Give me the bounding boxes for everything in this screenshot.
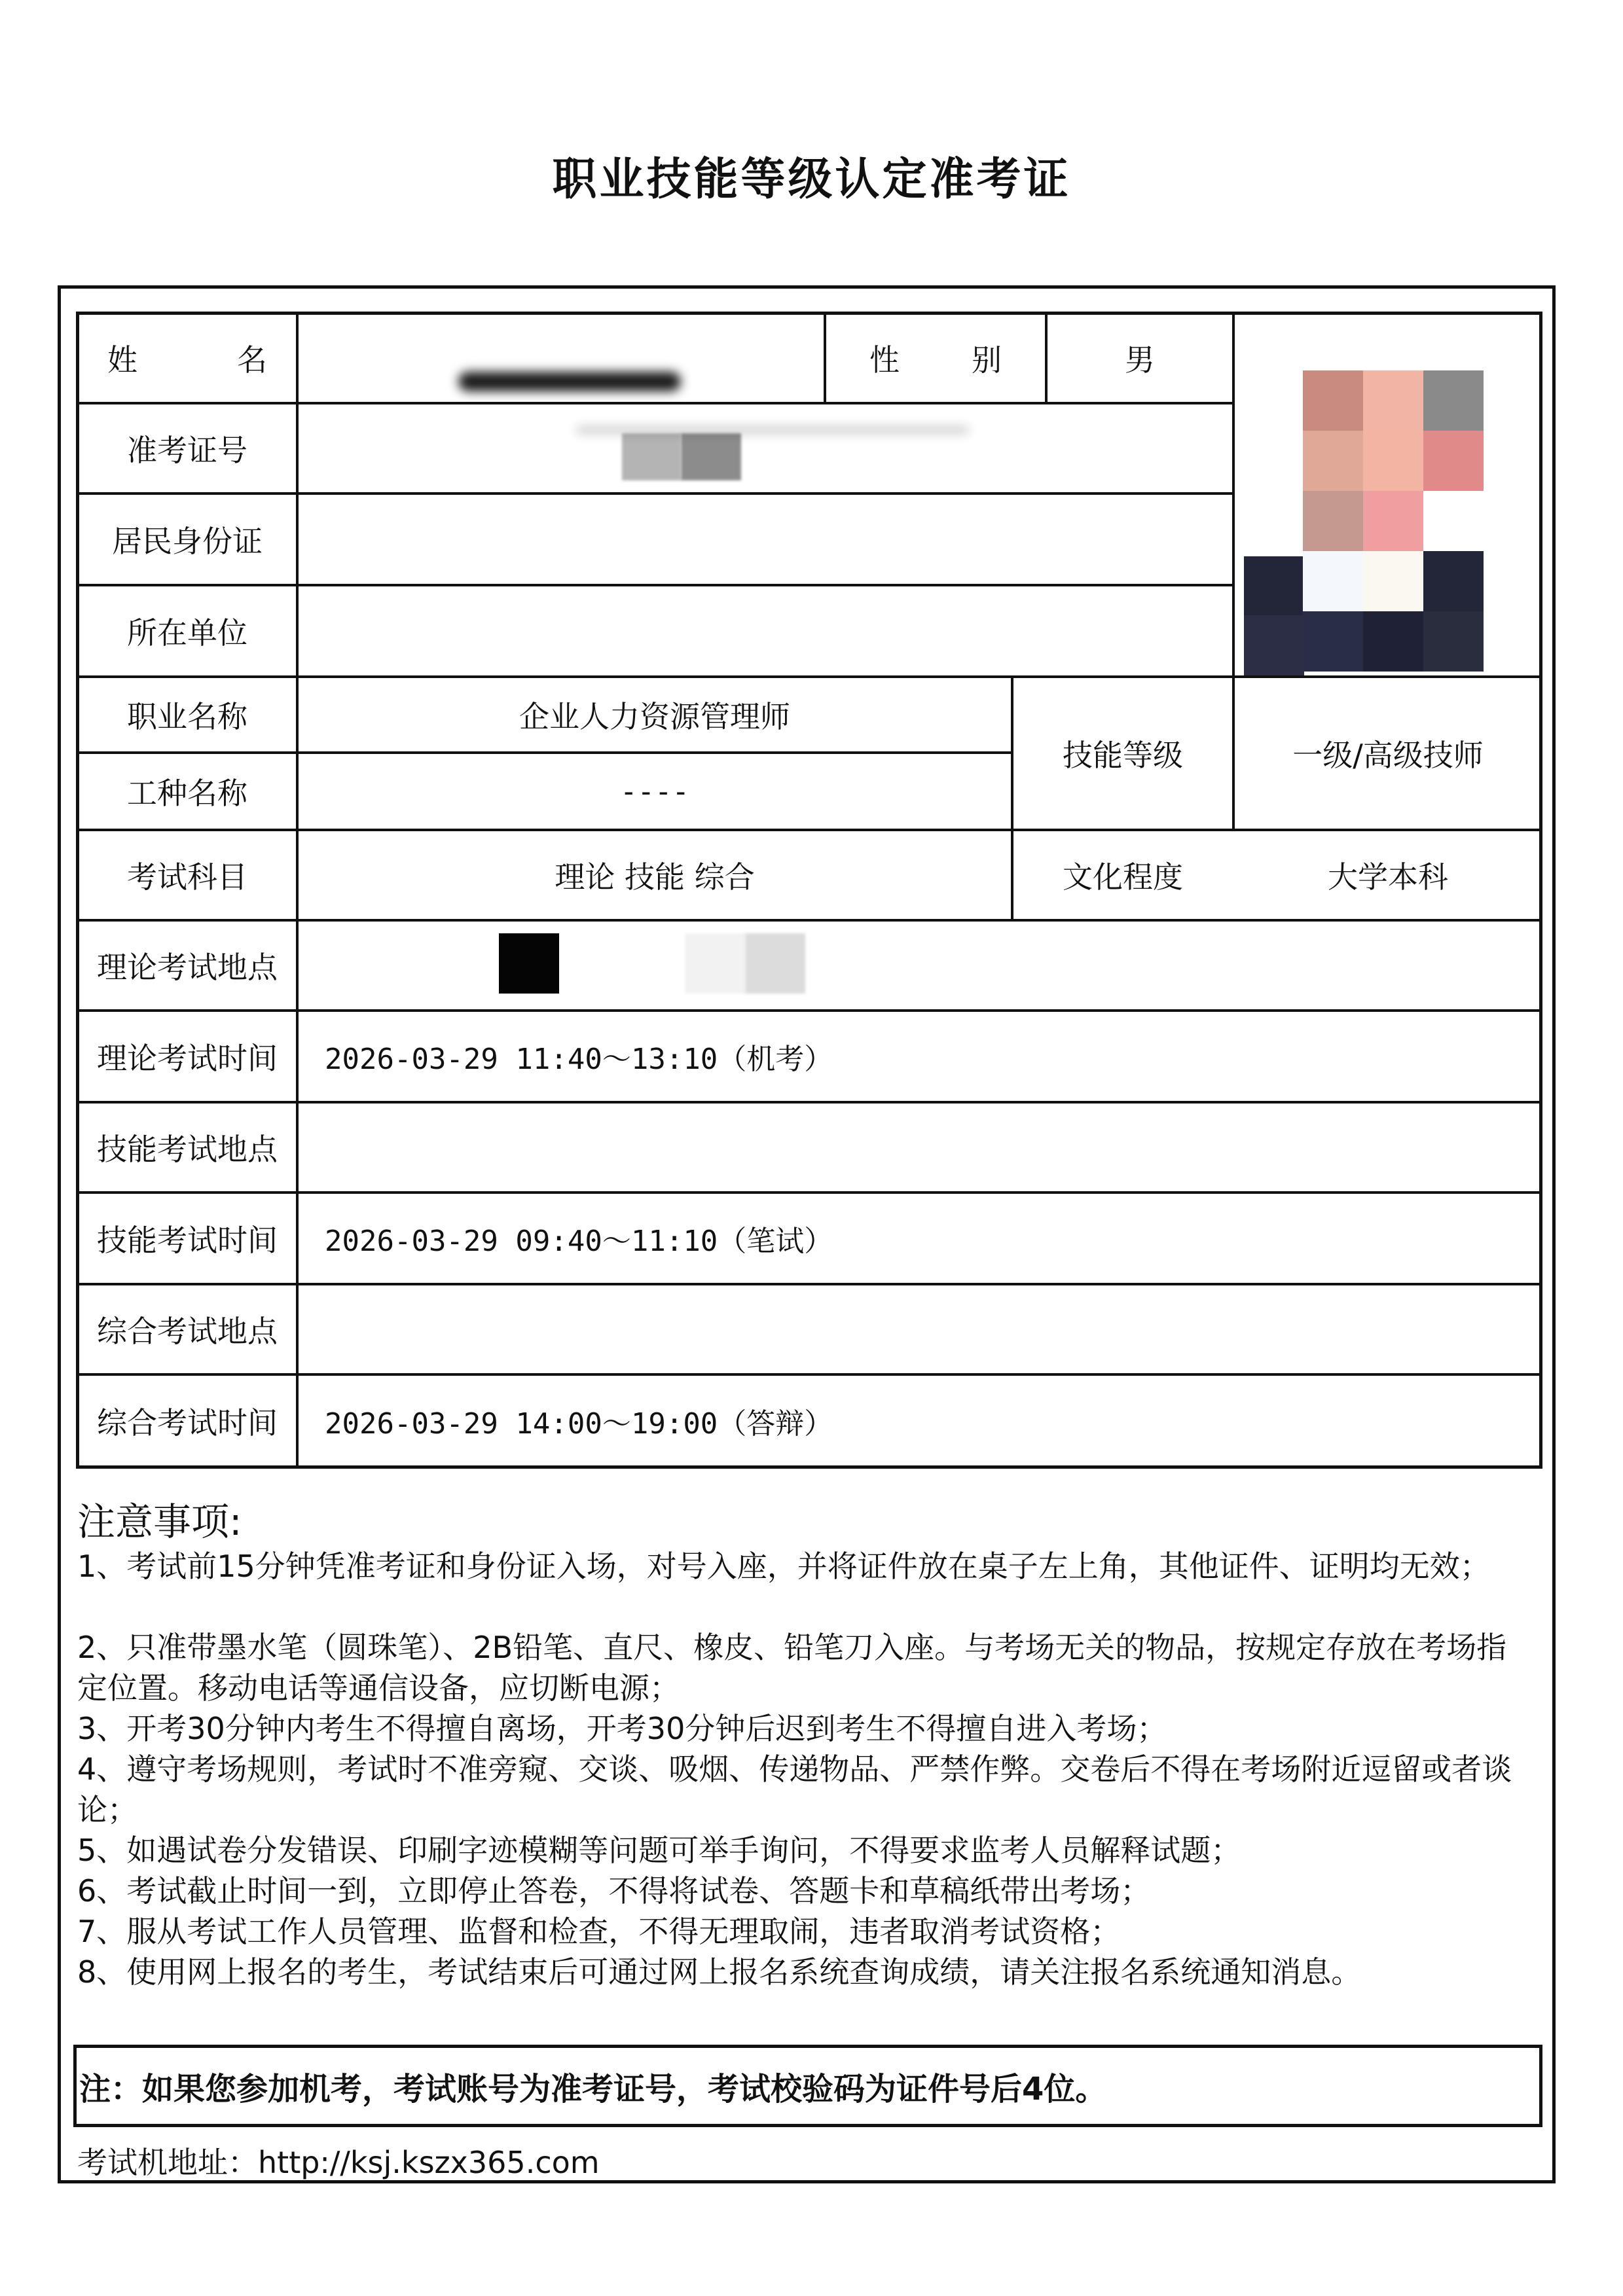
- redacted-place: [745, 933, 805, 994]
- theory-time-value: 2026-03-29 11:40～13:10（机考）: [325, 1043, 833, 1076]
- trade-value: ----: [620, 774, 689, 808]
- comp-time-value: 2026-03-29 14:00～19:00（答辩）: [325, 1407, 833, 1441]
- comp-time-label: 综合考试时间: [97, 1405, 278, 1441]
- notice-item: 3、开考30分钟内考生不得擅自离场，开考30分钟后迟到考生不得擅自进入考场；: [77, 1711, 1167, 1746]
- gender-label-char-2: 别: [972, 342, 1002, 378]
- photo-tile: [1244, 615, 1304, 675]
- subject-value: 理论 技能 综合: [555, 859, 755, 895]
- photo-tile: [1363, 611, 1423, 672]
- photo-tile: [1423, 551, 1484, 611]
- notice-item: 5、如遇试卷分发错误、印刷字迹模糊等问题可举手询问，不得要求监考人员解释试题；: [77, 1833, 1241, 1868]
- photo-tile: [1303, 370, 1363, 431]
- photo-tile: [1303, 491, 1363, 551]
- id-label: 居民身份证: [112, 524, 263, 559]
- exam-url: 考试机地址：http://ksj.kszx365.com: [77, 2145, 600, 2180]
- notice-item: 2、只准带墨水笔（圆珠笔）、2B铅笔、直尺、橡皮、铅笔刀入座。与考场无关的物品，按规定存放在考场指定位置。移动电话等通信设备，应切断电源；: [77, 1630, 1507, 1706]
- photo-tile: [1244, 556, 1304, 617]
- photo-tile: [1423, 431, 1484, 491]
- redacted-ticket-shadow: [576, 427, 969, 433]
- theory-time-label: 理论考试时间: [97, 1041, 278, 1076]
- org-label: 所在单位: [127, 615, 247, 651]
- gender-label-char-1: 性: [869, 342, 900, 378]
- photo-tile: [1363, 431, 1423, 491]
- notice-item: 4、遵守考场规则，考试时不准旁窥、交谈、吸烟、传递物品、严禁作弊。交卷后不得在考场附近逗留或者谈论；: [77, 1751, 1512, 1827]
- skill-time-label: 技能考试时间: [97, 1223, 278, 1258]
- skill-time-value: 2026-03-29 09:40～11:10（笔试）: [325, 1225, 833, 1258]
- candidate-photo: [1244, 367, 1493, 681]
- photo-tile: [1303, 551, 1363, 611]
- page-title: 职业技能等级认定准考证: [552, 154, 1071, 206]
- skill-level-label: 技能等级: [1063, 738, 1183, 773]
- gender-label: [826, 314, 1045, 402]
- gender-value: 男: [1125, 342, 1155, 378]
- photo-tile: [1363, 370, 1423, 431]
- notice-title: 注意事项:: [77, 1499, 242, 1544]
- occupation-value: 企业人力资源管理师: [519, 699, 790, 734]
- ticket-label: 准考证号: [127, 433, 247, 468]
- skill-place-label: 技能考试地点: [97, 1132, 278, 1167]
- trade-label: 工种名称: [127, 776, 247, 811]
- photo-tile: [1303, 431, 1363, 491]
- education-value: 大学本科: [1328, 859, 1448, 895]
- name-label: [79, 314, 296, 402]
- redacted-name: [458, 372, 681, 391]
- subject-label: 考试科目: [127, 859, 247, 895]
- photo-tile: [1363, 551, 1423, 611]
- photo-tile: [1423, 370, 1484, 431]
- skill-level-value: 一级/高级技师: [1292, 738, 1484, 773]
- notice-item: 1、考试前15分钟凭准考证和身份证入场，对号入座，并将证件放在桌子左上角，其他证件、证明均无效；: [77, 1549, 1490, 1584]
- theory-place-label: 理论考试地点: [97, 950, 278, 985]
- redacted-ticket: [622, 433, 681, 480]
- notice-item: 6、考试截止时间一到，立即停止答卷，不得将试卷、答题卡和草稿纸带出考场；: [77, 1873, 1151, 1909]
- notice-item: 8、使用网上报名的考生，考试结束后可通过网上报名系统查询成绩，请关注报名系统通知消息。: [77, 1954, 1362, 1990]
- redacted-place: [685, 933, 745, 994]
- name-label-char-1: 姓: [107, 342, 137, 378]
- photo-tile: [1363, 491, 1423, 551]
- redacted-ticket: [681, 433, 741, 480]
- photo-tile: [1423, 611, 1484, 672]
- occupation-label: 职业名称: [127, 699, 247, 734]
- redacted-place: [499, 933, 559, 994]
- machine-exam-note: 注：如果您参加机考，考试账号为准考证号，考试校验码为证件号后4位。: [73, 2045, 1542, 2127]
- name-label-char-2: 名: [237, 342, 267, 378]
- notice-item: 7、服从考试工作人员管理、监督和检查，不得无理取闹，违者取消考试资格；: [77, 1914, 1121, 1949]
- comp-place-label: 综合考试地点: [97, 1314, 278, 1349]
- photo-tile: [1303, 611, 1363, 672]
- education-label: 文化程度: [1063, 859, 1183, 895]
- photo-tile: [1423, 491, 1484, 551]
